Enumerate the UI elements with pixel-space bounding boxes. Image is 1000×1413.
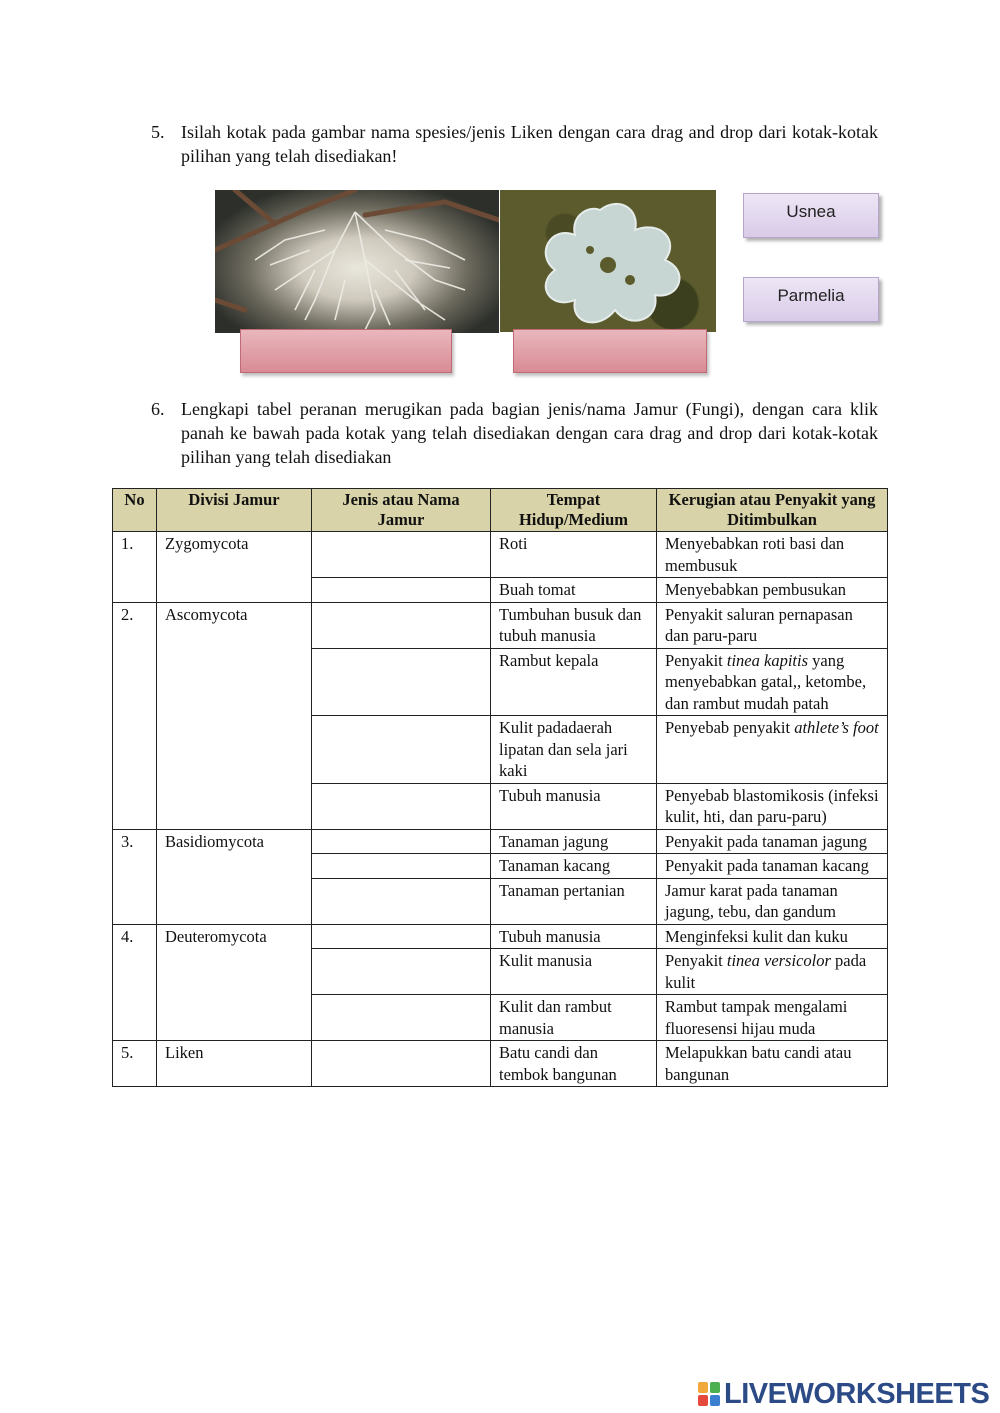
cell-no: 4. [113,924,157,1041]
cell-tempat: Roti [491,532,657,578]
cell-kerugian: Penyakit pada tanaman kacang [657,854,888,879]
header-divisi: Divisi Jamur [157,489,312,532]
jenis-answer-input[interactable] [312,924,491,949]
cell-divisi: Ascomycota [157,602,312,829]
cell-kerugian: Menginfeksi kulit dan kuku [657,924,888,949]
cell-kerugian: Rambut tampak mengalami fluoresensi hijau muda [657,995,888,1041]
cell-tempat: Tubuh manusia [491,783,657,829]
jenis-answer-input[interactable] [312,949,491,995]
cell-kerugian: Menyebabkan pembusukan [657,578,888,603]
kerugian-text: Penyakit [665,951,727,970]
header-tempat: Tempat Hidup/Medium [491,489,657,532]
logo-square-orange [698,1382,708,1393]
answer-drop-box-1[interactable] [240,329,452,373]
cell-kerugian: Menyebabkan roti basi dan membusuk [657,532,888,578]
kerugian-italic-term: tinea versicolor [726,951,831,970]
question-6-number: 6. [151,399,165,419]
cell-tempat: Buah tomat [491,578,657,603]
header-kerugian: Kerugian atau Penyakit yang Ditimbulkan [657,489,888,532]
question-6 [151,397,878,469]
cell-tempat: Tanaman jagung [491,829,657,854]
cell-kerugian: Jamur karat pada tanaman jagung, tebu, dan gandum [657,878,888,924]
question-5-number: 5. [151,122,165,142]
kerugian-text: pada kulit [665,951,867,992]
jenis-answer-input[interactable] [312,578,491,603]
cell-tempat: Batu candi dan tembok bangunan [491,1041,657,1087]
cell-divisi: Basidiomycota [157,829,312,924]
cell-divisi: Deuteromycota [157,924,312,1041]
cell-kerugian [657,648,888,716]
table-row [113,532,888,578]
table-header-row [113,489,888,532]
cell-kerugian: Penyebab blastomikosis (infeksi kulit, hti, dan paru-paru) [657,783,888,829]
cell-divisi: Liken [157,1041,312,1087]
kerugian-text: Penyebab penyakit [665,718,795,737]
jenis-answer-input[interactable] [312,648,491,716]
choice-parmelia[interactable]: Parmelia [743,277,879,322]
question-5 [151,120,878,168]
cell-divisi: Zygomycota [157,532,312,603]
cell-tempat: Tanaman kacang [491,854,657,879]
jenis-answer-input[interactable] [312,829,491,854]
jenis-answer-input[interactable] [312,854,491,879]
table-row [113,602,888,648]
jenis-answer-input[interactable] [312,1041,491,1087]
liveworksheets-logo-icon [698,1382,720,1406]
usnea-illustration [215,190,499,333]
usnea-lichen-photo [215,190,499,333]
fungi-role-table [112,488,888,1087]
cell-tempat: Kulit padadaerah lipatan dan sela jari kaki [491,716,657,784]
cell-kerugian: Penyakit pada tanaman jagung [657,829,888,854]
parmelia-lichen-photo [500,190,716,332]
cell-kerugian: Penyakit saluran pernapasan dan paru-paru [657,602,888,648]
liveworksheets-logo [698,1379,989,1409]
cell-tempat: Tanaman pertanian [491,878,657,924]
question-6-text: Lengkapi tabel peranan merugikan pada bagian jenis/nama Jamur (Fungi), dengan cara klik panah ke bawah pada kotak yang telah disediakan dengan cara drag and drop dari kotak-kotak pilihan yang telah disediakan [181,399,878,467]
cell-tempat: Tumbuhan busuk dan tubuh manusia [491,602,657,648]
question-5-text: Isilah kotak pada gambar nama spesies/jenis Liken dengan cara drag and drop dari kotak-kotak pilihan yang telah disediakan! [181,122,878,166]
logo-square-green [710,1382,720,1393]
jenis-answer-input[interactable] [312,995,491,1041]
table-row [113,924,888,949]
logo-square-red [698,1395,708,1406]
cell-tempat: Rambut kepala [491,648,657,716]
cell-kerugian: Melapukkan batu candi atau bangunan [657,1041,888,1087]
cell-no: 3. [113,829,157,924]
jenis-answer-input[interactable] [312,716,491,784]
kerugian-text: yang menyebabkan gatal,, ketombe, dan rambut mudah patah [665,650,867,713]
table-row [113,1041,888,1087]
logo-square-blue [710,1395,720,1406]
answer-drop-box-2[interactable] [513,329,707,373]
table-row [113,829,888,854]
cell-no: 2. [113,602,157,829]
cell-tempat: Tubuh manusia [491,924,657,949]
liveworksheets-logo-text: LIVEWORKSHEETS [724,1377,990,1410]
cell-no: 1. [113,532,157,603]
jenis-answer-input[interactable] [312,602,491,648]
cell-tempat: Kulit manusia [491,949,657,995]
choice-usnea[interactable]: Usnea [743,193,879,238]
kerugian-italic-term: tinea kapitis [726,650,808,670]
header-no: No [113,489,157,532]
kerugian-italic-term: athlete’s foot [794,718,879,737]
jenis-answer-input[interactable] [312,532,491,578]
kerugian-text: Penyakit [665,650,727,670]
header-jenis: Jenis atau Nama Jamur [312,489,491,532]
cell-tempat: Kulit dan rambut manusia [491,995,657,1041]
parmelia-illustration [500,190,716,332]
cell-kerugian [657,716,888,784]
cell-kerugian [657,949,888,995]
jenis-answer-input[interactable] [312,783,491,829]
cell-no: 5. [113,1041,157,1087]
jenis-answer-input[interactable] [312,878,491,924]
